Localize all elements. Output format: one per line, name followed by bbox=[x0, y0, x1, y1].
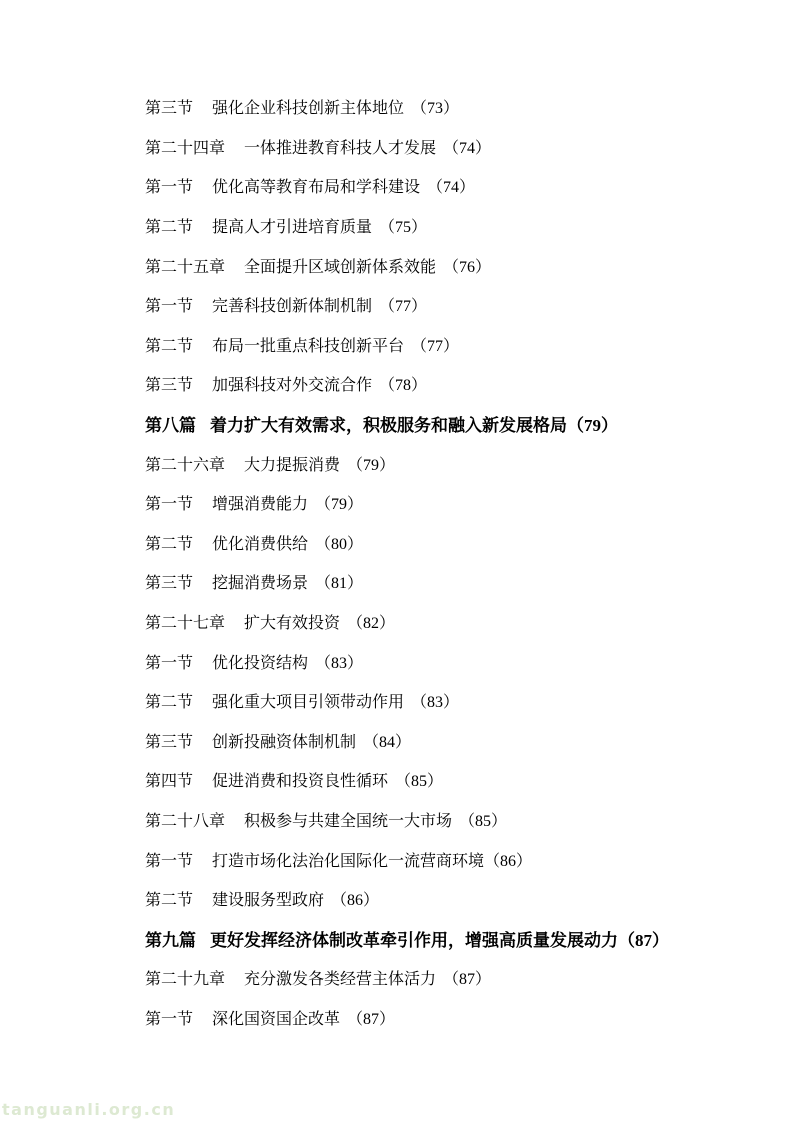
toc-entry-title: 促进消费和投资良性循环 bbox=[212, 773, 389, 791]
toc-entry bbox=[145, 166, 753, 206]
toc-entry-title: 建设服务型政府 bbox=[212, 892, 325, 910]
toc-entry-label: 第二节 bbox=[145, 535, 194, 553]
toc-entry-title: 强化重大项目引领带动作用 bbox=[212, 694, 405, 712]
toc-entry bbox=[145, 602, 753, 642]
toc-entry-page: （87） bbox=[347, 1010, 396, 1028]
toc-entry-page: （86） bbox=[331, 892, 380, 910]
toc-entry-title: 挖掘消费场景 bbox=[212, 575, 309, 593]
toc-entry-label: 第三节 bbox=[145, 733, 194, 751]
toc-entry-page: （76） bbox=[443, 258, 492, 276]
toc-entry-page: （83） bbox=[315, 654, 364, 672]
toc-entry bbox=[145, 245, 753, 285]
toc-entry bbox=[145, 127, 753, 167]
toc-entry bbox=[145, 285, 753, 325]
toc-entry-page: （87） bbox=[443, 971, 492, 989]
toc-entry-title: 完善科技创新体制机制 bbox=[212, 298, 373, 316]
toc-entry-title: 更好发挥经济体制改革牵引作用，增强高质量发展动力 bbox=[210, 930, 618, 950]
toc-entry-label: 第二十六章 bbox=[145, 456, 226, 474]
toc-entry bbox=[145, 721, 753, 761]
toc-entry-label: 第三节 bbox=[145, 377, 194, 395]
toc-entry-page: （81） bbox=[315, 575, 364, 593]
toc-entry bbox=[145, 562, 753, 602]
toc-entry-title: 增强消费能力 bbox=[212, 496, 309, 514]
toc-entry-title: 优化投资结构 bbox=[212, 654, 309, 672]
toc-entry bbox=[145, 325, 753, 365]
toc-entry-part bbox=[145, 404, 753, 444]
toc-entry bbox=[145, 958, 753, 998]
toc-entry-page: （75） bbox=[379, 219, 428, 237]
toc-entry-title: 强化企业科技创新主体地位 bbox=[212, 100, 405, 118]
toc-entry-title: 创新投融资体制机制 bbox=[212, 733, 357, 751]
toc-entry-label: 第一节 bbox=[145, 654, 194, 672]
toc-entry-page: （74） bbox=[443, 139, 492, 157]
toc-entry-label: 第二节 bbox=[145, 219, 194, 237]
toc-entry bbox=[145, 523, 753, 563]
toc-entry-page: （77） bbox=[379, 298, 428, 316]
toc-entry-label: 第一节 bbox=[145, 298, 194, 316]
toc-entry-title: 着力扩大有效需求，积极服务和融入新发展格局 bbox=[210, 416, 567, 436]
toc-entry-title: 深化国资国企改革 bbox=[212, 1010, 341, 1028]
toc-entry bbox=[145, 641, 753, 681]
toc-entry-label: 第二十四章 bbox=[145, 139, 226, 157]
toc-entry-title: 优化消费供给 bbox=[212, 535, 309, 553]
toc-entry bbox=[145, 206, 753, 246]
toc-entry-title: 充分激发各类经营主体活力 bbox=[244, 971, 437, 989]
toc-entry-label: 第二十八章 bbox=[145, 812, 226, 830]
toc-entry-label: 第一节 bbox=[145, 852, 194, 870]
toc-entry-title: 布局一批重点科技创新平台 bbox=[212, 337, 405, 355]
toc-entry bbox=[145, 681, 753, 721]
toc-entry-title: 一体推进教育科技人才发展 bbox=[244, 139, 437, 157]
toc-entry-page: （86） bbox=[484, 852, 533, 870]
toc-entry-label: 第一节 bbox=[145, 179, 194, 197]
toc-entry-label: 第八篇 bbox=[145, 416, 196, 436]
toc-entry-label: 第二节 bbox=[145, 337, 194, 355]
toc-entry-title: 积极参与共建全国统一大市场 bbox=[244, 812, 453, 830]
toc-entry bbox=[145, 87, 753, 127]
toc-entry-page: （79） bbox=[347, 456, 396, 474]
toc-entry-page: （74） bbox=[427, 179, 476, 197]
toc-entry-label: 第三节 bbox=[145, 575, 194, 593]
toc-entry-page: （80） bbox=[315, 535, 364, 553]
toc-entry-page: （82） bbox=[347, 615, 396, 633]
toc-entry-page: （79） bbox=[567, 416, 618, 436]
toc-entry-title: 提高人才引进培育质量 bbox=[212, 219, 373, 237]
toc-entry-label: 第一节 bbox=[145, 1010, 194, 1028]
toc-entry-label: 第一节 bbox=[145, 496, 194, 514]
toc-entry-page: （85） bbox=[459, 812, 508, 830]
toc-entry bbox=[145, 760, 753, 800]
toc-entry-page: （84） bbox=[363, 733, 412, 751]
toc-entry-title: 优化高等教育布局和学科建设 bbox=[212, 179, 421, 197]
toc-entry-label: 第二十七章 bbox=[145, 615, 226, 633]
toc-entry-page: （85） bbox=[395, 773, 444, 791]
toc-entry bbox=[145, 483, 753, 523]
watermark: tanguanli.org.cn bbox=[2, 1100, 176, 1119]
toc-entry bbox=[145, 364, 753, 404]
toc-entry-label: 第九篇 bbox=[145, 930, 196, 950]
toc-entry-page: （87） bbox=[618, 930, 669, 950]
toc-entry-page: （83） bbox=[411, 694, 460, 712]
toc-entry-title: 加强科技对外交流合作 bbox=[212, 377, 373, 395]
toc-entry-title: 扩大有效投资 bbox=[244, 615, 341, 633]
toc-entry-title: 打造市场化法治化国际化一流营商环境 bbox=[212, 852, 485, 870]
toc-entry-page: （78） bbox=[379, 377, 428, 395]
toc-entry bbox=[145, 879, 753, 919]
toc-entry-label: 第四节 bbox=[145, 773, 194, 791]
toc-entry-title: 大力提振消费 bbox=[244, 456, 341, 474]
toc-entry-label: 第二十九章 bbox=[145, 971, 226, 989]
toc-entry-label: 第二十五章 bbox=[145, 258, 226, 276]
toc-entry bbox=[145, 998, 753, 1038]
toc-entry-label: 第三节 bbox=[145, 100, 194, 118]
toc-entry-label: 第二节 bbox=[145, 694, 194, 712]
toc-entry bbox=[145, 800, 753, 840]
toc-entry-page: （77） bbox=[411, 337, 460, 355]
toc-entry-part bbox=[145, 918, 753, 958]
toc-entry-title: 全面提升区域创新体系效能 bbox=[244, 258, 437, 276]
toc-entry-page: （79） bbox=[315, 496, 364, 514]
toc-entry bbox=[145, 443, 753, 483]
toc-entry bbox=[145, 839, 753, 879]
toc-entry-page: （73） bbox=[411, 100, 460, 118]
toc-entry-label: 第二节 bbox=[145, 892, 194, 910]
